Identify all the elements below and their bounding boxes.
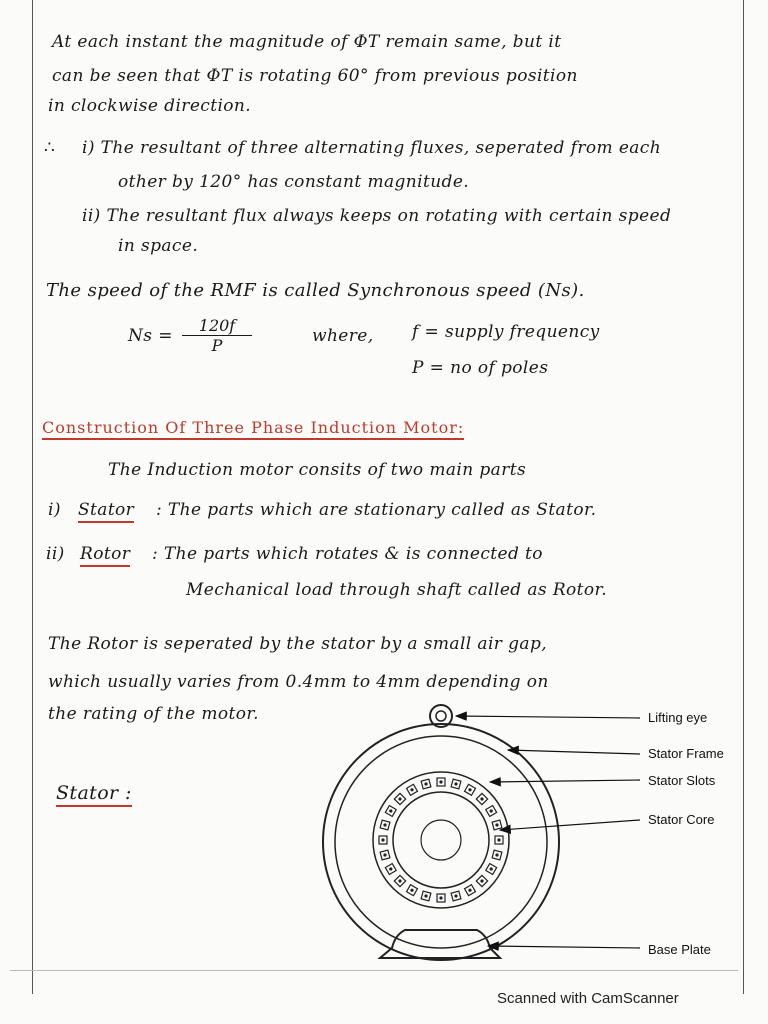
stator-slot-conductor xyxy=(398,879,401,882)
para1-line1: At each instant the magnitude of ΦT remain same, but it xyxy=(52,32,562,52)
stator-slot-conductor xyxy=(490,867,493,870)
stator-frame-outer xyxy=(323,724,559,960)
rotor-bore xyxy=(421,820,461,860)
airgap-line1: The Rotor is seperated by the stator by a small air gap, xyxy=(48,634,548,654)
stator-num: i) xyxy=(48,500,61,520)
conclusion-item1-line1: i) The resultant of three alternating fluxes, seperated from each xyxy=(82,138,662,158)
stator-slot-conductor xyxy=(389,809,392,812)
stator-slot-conductor xyxy=(424,894,427,897)
speed-statement: The speed of the RMF is called Synchronous speed (Ns). xyxy=(46,280,585,301)
rotor-num: ii) xyxy=(46,544,65,564)
stator-slot-conductor xyxy=(389,867,392,870)
arrow-base-plate xyxy=(488,946,640,948)
base-plate-shape xyxy=(380,930,500,958)
arrow-stator-frame xyxy=(508,750,640,754)
stator-slot-conductor xyxy=(398,797,401,800)
stator-slot-conductor xyxy=(468,788,471,791)
where-label: where, xyxy=(312,326,374,346)
ns-label: Ns = xyxy=(128,326,173,346)
arrow-lifting-eye xyxy=(456,716,640,718)
ns-numerator: 120f xyxy=(182,316,252,336)
stator-slot-conductor xyxy=(454,894,457,897)
stator-slot-conductor xyxy=(480,879,483,882)
construction-intro: The Induction motor consits of two main parts xyxy=(108,460,527,480)
therefore-symbol: ∴ xyxy=(44,138,56,158)
stator-slot-conductor xyxy=(490,809,493,812)
conclusion-item2-line2: in space. xyxy=(118,236,199,256)
scanner-watermark: Scanned with CamScanner xyxy=(497,990,679,1007)
rotor-term xyxy=(80,544,130,564)
def-poles: P = no of poles xyxy=(412,358,549,378)
para1-line2: can be seen that ΦT is rotating 60° from previous position xyxy=(52,66,578,86)
conclusion-item1-line2: other by 120° has constant magnitude. xyxy=(118,172,470,192)
airgap-line2: which usually varies from 0.4mm to 4mm depending on xyxy=(48,672,549,692)
label-base-plate: Base Plate xyxy=(648,942,711,957)
construction-heading xyxy=(42,418,464,440)
stator-slot-conductor xyxy=(410,889,413,892)
lifting-eye-hole xyxy=(436,711,446,721)
stator-slot-conductor xyxy=(497,838,500,841)
label-stator-frame: Stator Frame xyxy=(648,746,724,761)
stator-slots xyxy=(379,778,503,902)
ns-denominator: P xyxy=(211,336,223,355)
construction-heading-text: Construction Of Three Phase Induction Motor: xyxy=(42,418,464,440)
stator-slot-conductor xyxy=(468,889,471,892)
ns-fraction xyxy=(182,316,252,355)
stator-definition: : The parts which are stationary called as Stator. xyxy=(156,500,597,520)
conclusion-item2-line1: ii) The resultant flux always keeps on rotating with certain speed xyxy=(82,206,672,226)
stator-slot-conductor xyxy=(424,782,427,785)
stator-core-inner xyxy=(393,792,489,888)
arrow-stator-core xyxy=(500,820,640,830)
stator-slot-conductor xyxy=(410,788,413,791)
stator-slot-conductor xyxy=(383,853,386,856)
stator-slot-conductor xyxy=(495,853,498,856)
rotor-term-text: Rotor xyxy=(80,544,130,567)
arrow-stator-slots xyxy=(490,780,640,782)
rotor-definition-line1: : The parts which rotates & is connected to xyxy=(152,544,543,564)
para1-line3: in clockwise direction. xyxy=(48,96,252,116)
stator-slot-conductor xyxy=(383,823,386,826)
label-lifting-eye: Lifting eye xyxy=(648,710,708,725)
stator-heading-text: Stator : xyxy=(56,782,132,807)
induction-motor-diagram xyxy=(0,690,768,970)
def-frequency: f = supply frequency xyxy=(412,322,600,342)
stator-slot-conductor xyxy=(439,896,442,899)
stator-term-text: Stator xyxy=(78,500,134,523)
stator-frame-inner xyxy=(335,736,547,948)
airgap-line3: the rating of the motor. xyxy=(48,704,259,724)
bottom-rule xyxy=(10,970,738,971)
rotor-definition-line2: Mechanical load through shaft called as Rotor. xyxy=(186,580,608,600)
stator-slot-conductor xyxy=(439,780,442,783)
stator-slot-conductor xyxy=(480,797,483,800)
stator-slot-conductor xyxy=(495,823,498,826)
stator-term xyxy=(78,500,134,520)
label-stator-core: Stator Core xyxy=(648,812,715,827)
stator-slot-conductor xyxy=(454,782,457,785)
stator-slot-conductor xyxy=(381,838,384,841)
label-stator-slots: Stator Slots xyxy=(648,773,716,788)
